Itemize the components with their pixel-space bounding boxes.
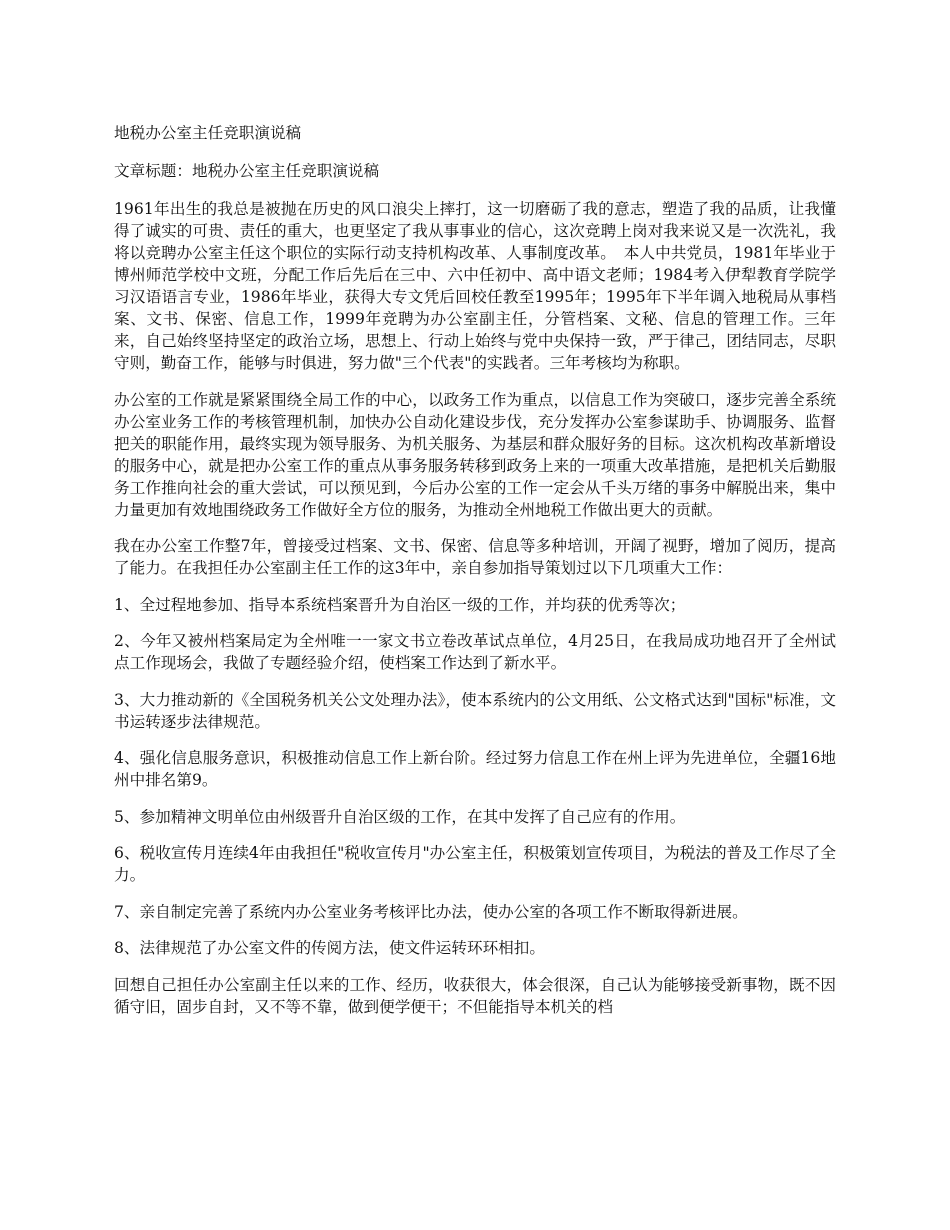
list-item-5: 5、参加精神文明单位由州级晋升自治区级的工作，在其中发挥了自己应有的作用。 (114, 807, 686, 826)
document-subtitle: 文章标题：地税办公室主任竞职演说稿 (114, 162, 380, 180)
list-item-6: 6、税收宣传月连续4年由我担任"税收宣传月"办公室主任，积极策划宣传项目，为税法的普及工作尽了全力。 (114, 844, 836, 884)
paragraph-intro: 1961年出生的我总是被抛在历史的风口浪尖上摔打，这一切磨砺了我的意志，塑造了我的品质，让我懂得了诚实的可贵、责任的重大，也更坚定了我从事事业的信心，这次竞聘上岗对我来说又是一次洗礼，我将以竞聘办公室主任这个职位的实际行动支持机构改革、人事制度改革。 本人中共党员，1981年毕业于博州师范学校中文班，分配工作后先后在三中、六中任初中、高中语文老师；1984考入伊犁教育学院学习汉语语言专业，1986年毕业，获得大专文凭后回校任教至1995年；1995年下半年调入地税局从事档案、文书、保密、信息工作，1999年竞聘为办公室副主任，分管档案、文秘、信息的管理工作。三年来，自己始终坚持坚定的政治立场，思想上、行动上始终与党中央保持一致，严于律己，团结同志，尽职守则，勤奋工作，能够与时俱进，努力做"三个代表"的实践者。三年考核均为称职。 (114, 200, 836, 372)
list-item-2: 2、今年又被州档案局定为全州唯一一家文书立卷改革试点单位，4月25日，在我局成功地召开了全州试点工作现场会，我做了专题经验介绍，使档案工作达到了新水平。 (114, 632, 836, 672)
list-item-4: 4、强化信息服务意识，积极推动信息工作上新台阶。经过努力信息工作在州上评为先进单位，全疆16地州中排名第9。 (114, 749, 836, 789)
list-item-1: 1、全过程地参加、指导本系统档案晋升为自治区一级的工作，并均获的优秀等次； (114, 595, 686, 614)
paragraph-reflection: 回想自己担任办公室副主任以来的工作、经历，收获很大，体会很深，自己认为能够接受新事物，既不因循守旧，固步自封，又不等不靠，做到便学便干；不但能指导本机关的档 (114, 975, 836, 1016)
list-item-8: 8、法律规范了办公室文件的传阅方法，使文件运转环环相扣。 (114, 939, 545, 957)
list-item-3: 3、大力推动新的《全国税务机关公文处理办法》，使本系统内的公文用纸、公文格式达到"国标"标准，文书运转逐步法律规范。 (114, 690, 836, 731)
document-title: 地税办公室主任竞职演说稿 (114, 124, 302, 142)
document-page (114, 122, 836, 1032)
list-item-7: 7、亲自制定完善了系统内办公室业务考核评比办法，使办公室的各项工作不断取得新进展。 (114, 902, 748, 921)
paragraph-experience: 我在办公室工作整7年，曾接受过档案、文书、保密、信息等多种培训，开阔了视野，增加了阅历，提高了能力。在我担任办公室副主任工作的这3年中，亲自参加指导策划过以下几项重大工作： (114, 537, 836, 577)
paragraph-office-work: 办公室的工作就是紧紧围绕全局工作的中心，以政务工作为重点，以信息工作为突破口，逐步完善全系统办公室业务工作的考核管理机制，加快办公自动化建设步伐，充分发挥办公室参谋助手、协调服务、监督把关的职能作用，最终实现为领导服务、为机关服务、为基层和群众服好务的目标。这次机构改革新增设的服务中心，就是把办公室工作的重点从事务服务转移到政务上来的一项重大改革措施，是把机关后勤服务工作推向社会的重大尝试，可以预见到，今后办公室的工作一定会从千头万绪的事务中解脱出来，集中力量更加有效地围绕政务工作做好全方位的服务，为推动全州地税工作做出更大的贡献。 (114, 390, 836, 519)
